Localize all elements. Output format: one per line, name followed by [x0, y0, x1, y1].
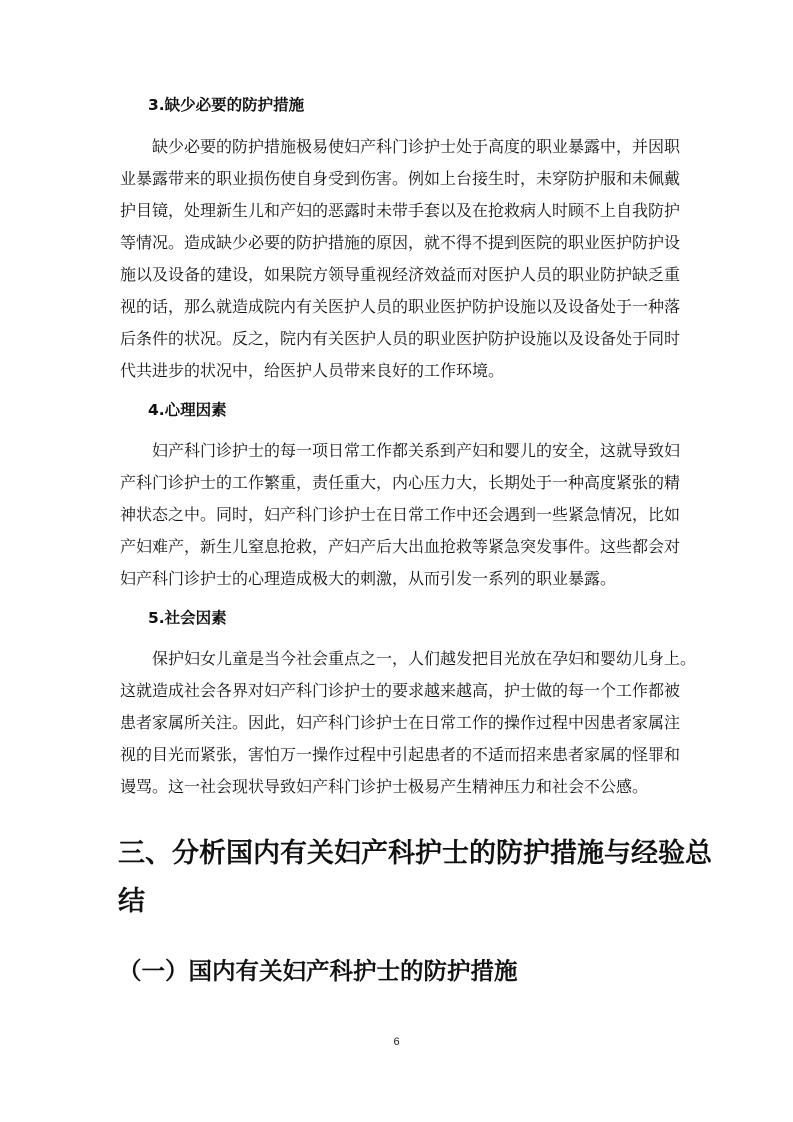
text-line: 后条件的状况。反之，院内有关医护人员的职业医护防护设施以及设备处于同时	[120, 329, 681, 348]
text-line: 妇产科门诊护士的心理造成极大的刺激，从而引发一系列的职业暴露。	[120, 569, 617, 588]
section-heading-4: 4.心理因素	[148, 401, 227, 419]
text-line: 患者家属所关注。因此，妇产科门诊护士在日常工作的操作过程中因患者家属注	[120, 713, 681, 732]
text-line: 等情况。造成缺少必要的防护措施的原因，就不得不提到医院的职业医护防护设	[120, 233, 681, 252]
text-line: 视的目光而紧张，害怕万一操作过程中引起患者的不适而招来患者家属的怪罪和	[120, 745, 681, 764]
text-line: 这就造成社会各界对妇产科门诊护士的要求越来越高，护士做的每一个工作都被	[120, 681, 681, 700]
paragraph-section-4	[120, 435, 681, 595]
subsection-heading: （一）国内有关妇产科护士的防护措施	[118, 957, 518, 985]
paragraph-section-5	[120, 643, 697, 803]
page-number: 6	[393, 1036, 400, 1048]
chapter-heading	[118, 830, 712, 926]
text-line: 护目镜，处理新生儿和产妇的恶露时未带手套以及在抢救病人时顾不上自我防护	[120, 201, 681, 220]
section-heading-3: 3.缺少必要的防护措施	[148, 96, 305, 114]
text-line: 产科门诊护士的工作繁重，责任重大，内心压力大，长期处于一种高度紧张的精	[120, 473, 681, 492]
text-line: 施以及设备的建设，如果院方领导重视经济效益而对医护人员的职业防护缺乏重	[120, 265, 681, 284]
text-line: 业暴露带来的职业损伤使自身受到伤害。例如上台接生时，未穿防护服和未佩戴	[120, 169, 681, 188]
text-line: 代共进步的状况中，给医护人员带来良好的工作环境。	[120, 361, 505, 380]
section-heading-5: 5.社会因素	[148, 609, 227, 627]
paragraph-section-3	[120, 131, 681, 387]
chapter-heading-line: 结	[118, 886, 145, 917]
text-line: 缺少必要的防护措施极易使妇产科门诊护士处于高度的职业暴露中，并因职	[120, 137, 681, 156]
text-line: 神状态之中。同时，妇产科门诊护士在日常工作中还会遇到一些紧急情况，比如	[120, 505, 681, 524]
text-line: 视的话，那么就造成院内有关医护人员的职业医护防护设施以及设备处于一种落	[120, 297, 681, 316]
text-line: 妇产科门诊护士的每一项日常工作都关系到产妇和婴儿的安全，这就导致妇	[120, 441, 681, 460]
text-line: 谩骂。这一社会现状导致妇产科门诊护士极易产生精神压力和社会不公感。	[120, 777, 649, 796]
chapter-heading-line: 三、分析国内有关妇产科护士的防护措施与经验总	[118, 838, 712, 869]
text-line: 保护妇女儿童是当今社会重点之一，人们越发把目光放在孕妇和婴幼儿身上。	[120, 649, 697, 668]
text-line: 产妇难产，新生儿窒息抢救，产妇产后大出血抢救等紧急突发事件。这些都会对	[120, 537, 681, 556]
